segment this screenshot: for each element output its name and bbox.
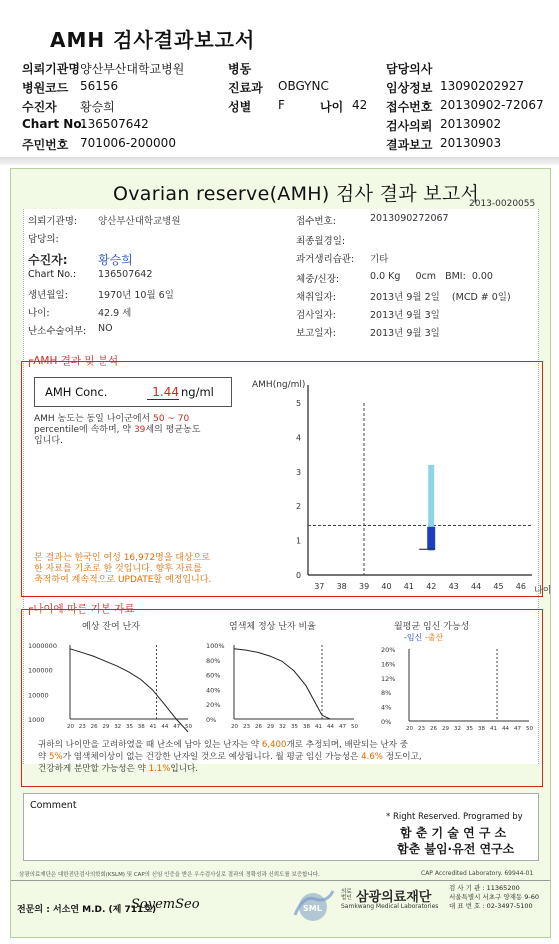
- header-label: 수진자: [22, 100, 57, 114]
- report-value: 2013090272067: [370, 213, 449, 224]
- x-tick-label: 47: [339, 724, 346, 730]
- x-tick-label: 47: [173, 724, 181, 730]
- header-value: 20130903: [440, 136, 502, 150]
- mini1-title: 예상 잔여 난자: [82, 622, 140, 632]
- x-tick-label: 38: [137, 724, 145, 730]
- mini-chart-pregnancy: [369, 641, 539, 733]
- age-value: 42: [352, 98, 368, 112]
- foundation-sub: Samkwang Medical Laboratories: [341, 903, 439, 910]
- patient-label: Chart No.:: [28, 269, 77, 280]
- lab-name-1: 함 춘 기 술 연 구 소: [400, 826, 507, 840]
- lab-name-2: 함춘 불임·유전 연구소: [397, 842, 515, 856]
- data-note: 본 결과는 한국인 여성 16,972명을 대상으로 한 자료를 기초로 한 것입니다. 향후 자료를 축적하여 계속적으로 UPDATE할 예정입니다.: [34, 553, 212, 585]
- y-tick-label: 3: [296, 467, 302, 477]
- x-tick-label: 46: [515, 582, 526, 591]
- report-label: 최종월경일:: [296, 236, 346, 247]
- header-label: 검사의뢰: [386, 119, 433, 133]
- x-tick-label: 42: [426, 582, 437, 591]
- x-axis-label: 나이: [534, 586, 552, 596]
- svg-text:SML: SML: [303, 904, 322, 913]
- x-tick-label: 26: [90, 724, 98, 730]
- footer-note: 삼광의료재단은 대한진단검사의학회(KSLM) 및 CAP의 신임 인증을 받은 우수검사실로 결과의 정확성과 신뢰도를 보증합니다.: [19, 872, 320, 878]
- header-value: F: [278, 98, 285, 112]
- y-axis-label: AMH(ng/ml): [252, 380, 306, 390]
- y-tick-label: 16%: [381, 660, 396, 669]
- report-label: 검사일자:: [296, 310, 336, 321]
- amh-interpretation: AMH 농도는 동일 나이군에서 50 ~ 70 percentile에 속하며, 약 39세의 평균농도 입니다.: [34, 414, 201, 446]
- comment-label: Comment: [30, 800, 77, 811]
- patient-label: 생년월일:: [28, 290, 68, 301]
- report-card: [10, 168, 551, 938]
- patient-value: 136507642: [98, 269, 153, 280]
- header-value: 701006-200000: [80, 136, 176, 150]
- header-label: 임상정보: [386, 81, 433, 95]
- amh-conc-unit: ng/ml: [181, 385, 214, 399]
- quartile-bar: [427, 527, 435, 549]
- report-label: 보고일자:: [296, 328, 336, 339]
- amh-section-title: ┌AMH 결과 및 분석: [26, 353, 119, 367]
- y-tick-label: 100%: [206, 642, 225, 650]
- report-value: 2013년 9월 2일 (MCD # 0일): [370, 292, 511, 303]
- report-title: Ovarian reserve(AMH) 검사 결과 보고서: [113, 183, 480, 205]
- patient-value: NO: [98, 323, 113, 334]
- header-label: 병동: [228, 62, 252, 76]
- report-body: [23, 209, 552, 774]
- y-tick-label: 5: [296, 399, 302, 408]
- x-tick-label: 44: [327, 724, 334, 730]
- header-label: 결과보고: [386, 138, 433, 152]
- header-label: 성별: [228, 100, 252, 114]
- x-tick-label: 50: [526, 726, 533, 732]
- header-value: 20130902-72067: [440, 98, 544, 112]
- header-label: 진료과: [228, 81, 263, 95]
- y-tick-label: 1000000: [28, 642, 57, 650]
- patient-label: 수진자:: [28, 253, 68, 267]
- x-tick-label: 35: [126, 724, 133, 730]
- x-tick-label: 45: [493, 582, 504, 591]
- x-tick-label: 40: [381, 582, 392, 591]
- x-tick-label: 44: [502, 726, 509, 732]
- x-tick-label: 50: [351, 724, 358, 730]
- x-tick-label: 38: [303, 724, 310, 730]
- header-label: 접수번호: [386, 100, 433, 114]
- y-tick-label: 60%: [206, 671, 221, 680]
- patient-value: 양산부산대학교병원: [98, 216, 181, 227]
- x-tick-label: 20: [406, 726, 413, 732]
- x-tick-label: 26: [430, 726, 437, 732]
- mini3-title: 월평균 임신 가능성: [394, 622, 470, 632]
- contact-info: 검 사 기 관 : 11365200 서울특별시 서초구 양재동 9-60 대 표 번 호 : 02-3497-5100: [449, 884, 540, 910]
- patient-value: 황승희: [98, 253, 133, 267]
- header-label: 병원코드: [22, 81, 69, 95]
- header-value: 136507642: [80, 117, 149, 131]
- x-tick-label: 41: [403, 582, 414, 591]
- x-tick-label: 38: [336, 582, 347, 591]
- x-tick-label: 26: [255, 724, 262, 730]
- header-label: Chart No.: [22, 117, 87, 131]
- x-tick-label: 43: [448, 582, 459, 591]
- x-tick-label: 37: [314, 582, 325, 591]
- header-value: 13090202927: [440, 79, 524, 93]
- x-tick-label: 20: [67, 724, 74, 730]
- y-tick-label: 2: [296, 502, 302, 512]
- header-value: 양산부산대학교병원: [80, 62, 185, 76]
- x-tick-label: 32: [454, 726, 461, 732]
- x-tick-label: 35: [291, 724, 298, 730]
- y-tick-label: 20%: [206, 701, 221, 710]
- x-tick-label: 20: [231, 724, 238, 730]
- signature-script: SoyemSeo: [131, 897, 200, 912]
- amh-conc-box: [34, 377, 232, 407]
- amh-conc-value: 1.44: [147, 385, 179, 400]
- header-value: 56156: [80, 79, 119, 93]
- divider: [0, 157, 559, 165]
- x-tick-label: 41: [149, 724, 157, 730]
- report-label: 접수번호:: [296, 216, 336, 227]
- x-tick-label: 41: [315, 724, 322, 730]
- y-tick-label: 0%: [381, 718, 392, 726]
- y-tick-label: 1000: [28, 716, 45, 724]
- x-tick-label: 47: [514, 726, 521, 732]
- basic-section-title: ┌나이에 따른 기본 자료: [26, 601, 135, 615]
- foundation-prefix: 의료 법인: [341, 889, 352, 901]
- x-tick-label: 41: [490, 726, 497, 732]
- y-tick-label: 1: [296, 536, 302, 546]
- x-tick-label: 23: [418, 726, 425, 732]
- x-tick-label: 32: [114, 724, 122, 730]
- signature-label: 전문의 : 서소연 M.D. (제 711호): [17, 905, 157, 915]
- report-value: 2013년 9월 3일: [370, 328, 440, 339]
- y-tick-label: 0%: [206, 716, 217, 724]
- report-value: 기타: [370, 254, 389, 265]
- age-label: 나이: [320, 100, 344, 114]
- mini2-title: 염색체 정상 난자 비율: [229, 622, 316, 632]
- report-label: 과거생리습관:: [296, 254, 355, 265]
- header-label: 의뢰기관명: [22, 62, 80, 76]
- x-tick-label: 35: [466, 726, 473, 732]
- report-value: 2013년 9월 3일: [370, 310, 440, 321]
- rights-text: * Right Reserved. Programed by: [386, 812, 523, 822]
- patient-label: 의뢰기관명:: [28, 216, 78, 227]
- x-tick-label: 44: [471, 582, 482, 591]
- cap-text: CAP Accredited Laboratory. 69944-01: [421, 870, 534, 877]
- header-value: OBGYNC: [278, 79, 329, 93]
- amh-conc-label: AMH Conc.: [45, 385, 108, 399]
- x-tick-label: 32: [279, 724, 286, 730]
- x-tick-label: 29: [442, 726, 449, 732]
- patient-label: 난소수술여부:: [28, 326, 87, 337]
- header-value: 20130902: [440, 117, 502, 131]
- x-tick-label: 50: [185, 724, 192, 730]
- header-label: 담당의사: [386, 62, 433, 76]
- mini-chart-chromosome: [204, 631, 364, 733]
- y-tick-label: 40%: [206, 686, 221, 695]
- y-tick-label: 100000: [28, 666, 53, 675]
- y-tick-label: 20%: [381, 646, 396, 654]
- patient-label: 담당의:: [28, 234, 59, 245]
- y-tick-label: 4: [296, 433, 302, 443]
- patient-value: 1970년 10월 6일: [98, 290, 174, 301]
- report-label: 체중/신장:: [296, 274, 340, 285]
- comment-box: [23, 793, 539, 861]
- y-tick-label: 4%: [381, 703, 392, 712]
- mini-chart-oocytes: [26, 631, 196, 733]
- sml-logo-icon: [293, 885, 335, 923]
- y-tick-label: 12%: [381, 674, 396, 683]
- patient-value: 42.9 세: [98, 308, 132, 319]
- patient-label: 나이:: [28, 308, 50, 319]
- y-tick-label: 10000: [28, 691, 49, 700]
- y-tick-label: 8%: [381, 689, 392, 698]
- header-value: 황승희: [80, 100, 115, 114]
- y-tick-label: 0: [296, 571, 302, 580]
- amh-chart: [246, 369, 552, 596]
- x-tick-label: 39: [359, 582, 370, 591]
- doc-number: 2013-0020055: [469, 199, 536, 209]
- page-title: AMH 검사결과보고서: [50, 28, 256, 52]
- x-tick-label: 23: [78, 724, 86, 730]
- x-tick-label: 23: [243, 724, 250, 730]
- x-tick-label: 38: [478, 726, 485, 732]
- report-label: 채취일자:: [296, 292, 336, 303]
- x-tick-label: 29: [102, 724, 110, 730]
- x-tick-label: 44: [161, 724, 169, 730]
- footer-divider: [11, 880, 550, 881]
- x-tick-label: 29: [267, 724, 274, 730]
- mini3-legend: -임신 -출산: [404, 633, 444, 642]
- report-value: 0.0 Kg 0cm BMI: 0.00: [370, 271, 493, 282]
- header-label: 주민번호: [22, 138, 69, 152]
- y-tick-label: 80%: [206, 656, 221, 665]
- series-line: [234, 649, 330, 719]
- foundation-name: 삼광의료재단: [356, 890, 432, 905]
- summary-text: 귀하의 나이만을 고려하였을 때 난소에 남아 있는 난자는 약 6,400개로 추정되며, 배란되는 난자 중 약 5%가 염색체이상이 없는 건강한 난자일 것으로 예상됩니다. 월 평균 임신 가능성은 4.6% 정도이고, 건강하게 분만할 가능성은 약 1.1%입니다.: [38, 740, 422, 774]
